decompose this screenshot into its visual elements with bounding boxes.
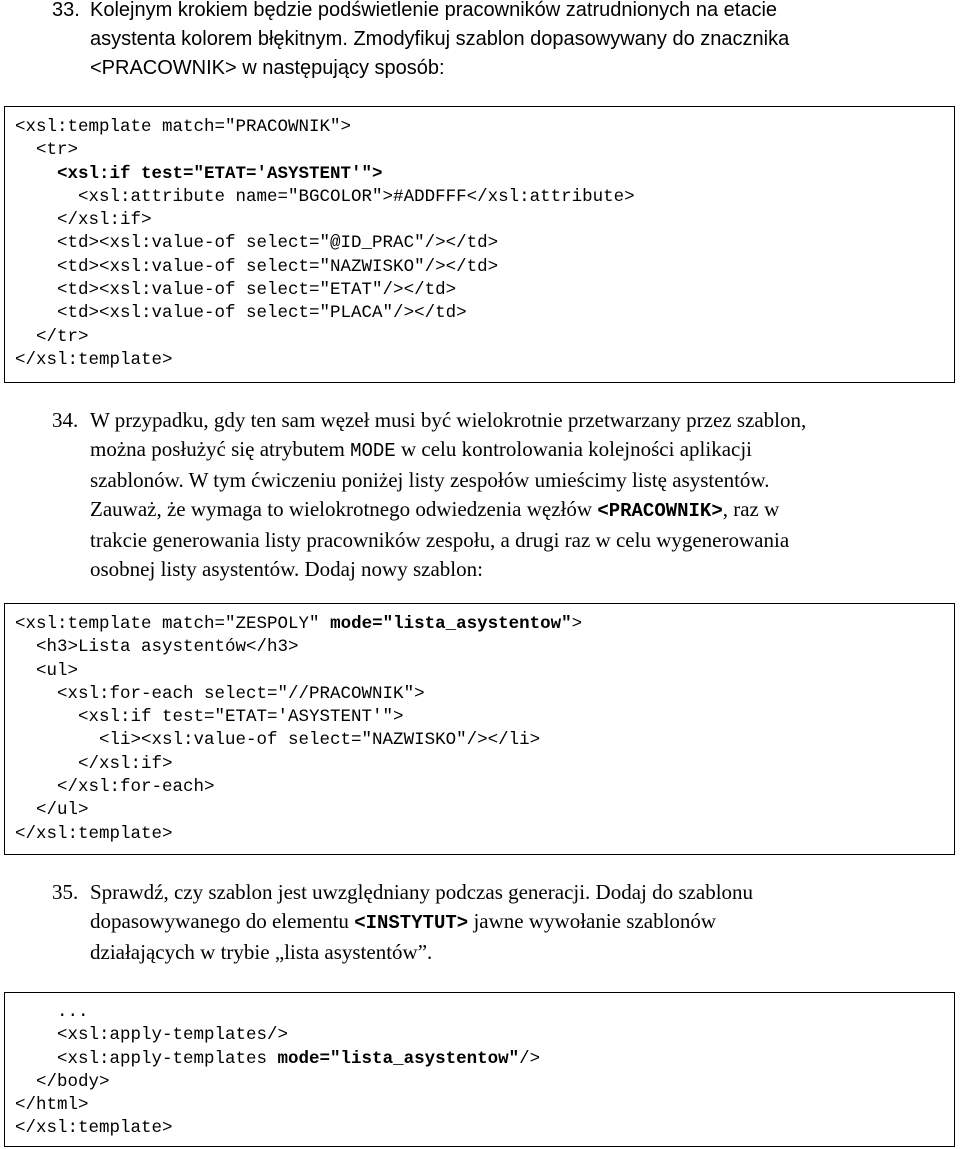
step-number: 34. bbox=[52, 408, 79, 432]
text-line: Sprawdź, czy szablon jest uwzględniany podczas generacji. Dodaj do szablonu bbox=[90, 880, 754, 904]
code-run: mode="lista_asystentow" bbox=[330, 614, 572, 634]
code-run: <xsl:template match="ZESPOLY" bbox=[15, 614, 331, 634]
code-run: > bbox=[571, 614, 583, 634]
code-run: mode="lista_asystentow" bbox=[277, 1048, 520, 1069]
code-line: <td><xsl:value-of select="@ID_PRAC"/></td> bbox=[15, 233, 499, 254]
code-line: <xsl:template match="PRACOWNIK"> bbox=[15, 117, 352, 137]
text-run: dopasowywanego do elementu bbox=[90, 909, 355, 933]
code-line: <td><xsl:value-of select="PLACA"/></td> bbox=[15, 303, 467, 324]
text-line: działających w trybie „lista asystentów”. bbox=[90, 940, 433, 964]
code-line: </xsl:if> bbox=[15, 753, 173, 774]
step-text bbox=[90, 0, 938, 83]
text-run: , raz w bbox=[722, 497, 780, 521]
code-line: </xsl:template> bbox=[15, 823, 173, 844]
text-run: jawne wywołanie szablonów bbox=[468, 909, 717, 933]
text-run: można posłużyć się atrybutem bbox=[90, 437, 351, 461]
code-line bbox=[15, 613, 944, 636]
code-line: </xsl:for-each> bbox=[15, 777, 215, 798]
code-line: <xsl:if test="ETAT='ASYSTENT'"> bbox=[15, 707, 404, 728]
code-listing-3 bbox=[4, 992, 955, 1147]
text-line: <PRACOWNIK> w następujący sposób: bbox=[90, 57, 445, 79]
code-line: <td><xsl:value-of select="NAZWISKO"/></td> bbox=[15, 256, 499, 277]
code-line: <td><xsl:value-of select="ETAT"/></td> bbox=[15, 280, 457, 301]
text-line: asystenta kolorem błękitnym. Zmodyfikuj szablon dopasowywany do znacznika bbox=[90, 28, 790, 50]
code-line: ... bbox=[15, 1002, 89, 1022]
code-line: <tr> bbox=[15, 140, 79, 161]
text-line bbox=[90, 435, 938, 466]
code-line: <li><xsl:value-of select="NAZWISKO"/></li> bbox=[15, 730, 541, 751]
step-text bbox=[90, 406, 938, 584]
step-35 bbox=[52, 878, 938, 967]
text-line bbox=[90, 907, 938, 938]
step-number: 33. bbox=[52, 0, 80, 21]
code-line: <xsl:if test="ETAT='ASYSTENT'"> bbox=[15, 163, 383, 184]
code-line: <xsl:for-each select="//PRACOWNIK"> bbox=[15, 683, 425, 704]
text-line: szablonów. W tym ćwiczeniu poniżej listy zespołów umieścimy listę asystentów. bbox=[90, 468, 770, 492]
step-33 bbox=[52, 0, 938, 83]
code-line: <ul> bbox=[15, 660, 79, 681]
code-line: </html> bbox=[15, 1095, 89, 1116]
code-listing-1 bbox=[4, 106, 955, 383]
text-line: trakcie generowania listy pracowników zespołu, a drugi raz w celu wygenerowania bbox=[90, 528, 790, 552]
code-listing-2 bbox=[4, 603, 955, 855]
step-number: 35. bbox=[52, 880, 79, 904]
code-line: <h3>Lista asystentów</h3> bbox=[15, 637, 299, 658]
code-line: </body> bbox=[15, 1071, 110, 1092]
code-line: </xsl:template> bbox=[15, 349, 173, 370]
inline-code: MODE bbox=[350, 440, 396, 462]
code-line: </xsl:if> bbox=[15, 210, 152, 231]
code-line: </xsl:template> bbox=[15, 1118, 173, 1139]
text-line bbox=[90, 495, 938, 526]
inline-code: <PRACOWNIK> bbox=[597, 500, 723, 522]
code-run: <xsl:apply-templates bbox=[15, 1048, 278, 1069]
code-line: <xsl:attribute name="BGCOLOR">#ADDFFF</xsl:attribute> bbox=[15, 186, 635, 207]
code-line: </ul> bbox=[15, 800, 89, 821]
code-line: </tr> bbox=[15, 326, 89, 347]
text-line: Kolejnym krokiem będzie podświetlenie pracowników zatrudnionych na etacie bbox=[90, 0, 778, 21]
code-line bbox=[15, 1048, 944, 1071]
text-run: w celu kontrolowania kolejności aplikacji bbox=[395, 437, 753, 461]
text-line: W przypadku, gdy ten sam węzeł musi być wielokrotnie przetwarzany przez szablon, bbox=[90, 408, 807, 432]
text-line: osobnej listy asystentów. Dodaj nowy szablon: bbox=[90, 557, 483, 581]
step-text bbox=[90, 878, 938, 967]
step-34 bbox=[52, 406, 938, 584]
inline-code: <INSTYTUT> bbox=[354, 912, 469, 934]
code-line: <xsl:apply-templates/> bbox=[15, 1025, 289, 1046]
text-run: Zauważ, że wymaga to wielokrotnego odwiedzenia węzłów bbox=[90, 497, 598, 521]
code-run: /> bbox=[519, 1048, 541, 1069]
